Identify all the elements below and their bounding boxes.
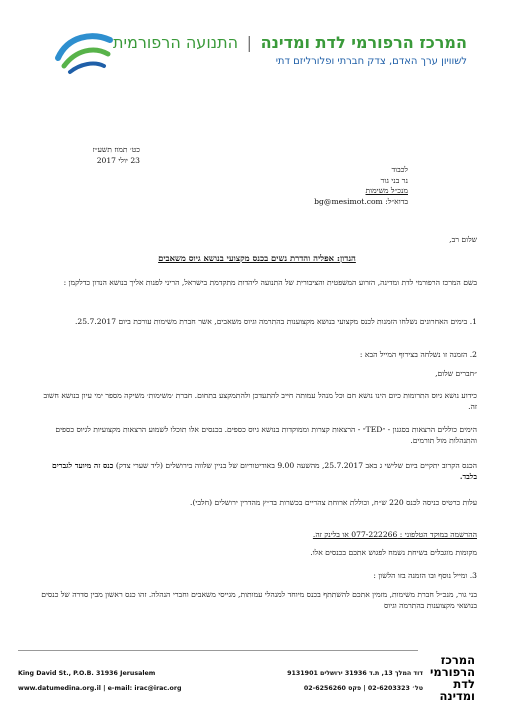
quote-paragraph-5: בני גור, מנכ״ל חברת משימות, מזמין אתכם להשתתף בכנס מיוחד למנהלי עמותות, מגייסי משאבים וחברי הנהלה. זהו כנס ראשון מבין סדרה של כנסים בנושאי מקצוענות בהתרמה וגיוס (41, 590, 477, 610)
quote-paragraph-2: הימים כוללים הרצאות בסגנון - ״TED״ - הרצאות קצרות וממוקדות בנושא גיוס כספים. בכנסים אלו תוכלו לשמוע הרצאות מקצועיות לגיוס כספים והתנהלות מול תורמים. (55, 425, 477, 445)
recipient-title: מנכ״ל משימות (365, 186, 408, 195)
footer-contacts-he: טל׳ 02-6203323 | פקס 02-6256260 (303, 685, 423, 692)
organization-logo (50, 28, 120, 78)
recipient-name: נר בני גור (380, 175, 408, 185)
recipient-email-line (38, 197, 408, 208)
item-3: 3. ומייל נוסף ובו הזמנה בזו הלשון : (373, 571, 477, 580)
brand-line: ומדינה (439, 689, 475, 703)
header-separator: | (246, 33, 253, 52)
org-tagline: לשוויון ערך האדם, צדק חברתי ופלורליזם דתי (275, 56, 467, 67)
footer-divider (18, 650, 418, 651)
quote-paragraph-1: כידוע נושא גיוס התרומות כיום הינו נושא חם וכל מנהל עמותה חייב להתעדכן ולהתמקצע בתחום. חברת ׳משימות׳ משיקה מספר ימי עיון בנושא חשוב זה. (43, 391, 477, 411)
footer-brand-logo (423, 654, 475, 702)
brand-line: לדת (453, 677, 475, 691)
quote-paragraph-4: עלות כרטיס כניסה לכנס 220 ש״ח, וכוללת ארוחת צהריים בכשרות בד״ץ מהדרין ירושלים (חלבי). (190, 498, 477, 507)
brand-line: המרכז (440, 653, 475, 667)
quote-opening: ״חברים שלום, (435, 369, 477, 378)
registration-line[interactable]: ההרשמה במוקד הטלפוני : 077-222266 או בלינק זה. (312, 530, 477, 539)
item-1: 1. בימים האחרונים נשלחו הזמנות לכנס מקצועי בנושא מקצוענות בהתרמה וגיוס משאבים, אשר חברת משימות עורכת ביום 25.7.2017. (74, 317, 477, 326)
movement-name: התנועה הרפורמית (112, 33, 239, 52)
letter-dates (80, 144, 140, 166)
footer-address-en: King David St., P.O.B. 31936 Jerusalem (18, 670, 156, 677)
gregorian-date: 23 יולי 2017 (96, 156, 140, 165)
email-label: בדוא״ל: (385, 196, 408, 206)
quote-paragraph-3 (37, 460, 477, 482)
greeting: שלום רב, (449, 235, 477, 244)
organization-header (113, 34, 467, 52)
seats-line: מקומות מוגבלים בשיחת נשמח לפגוש אתכם בכנסים אלו. (310, 548, 477, 557)
intro-paragraph: בשם המרכז הרפורמי לדת ומדינה, הזרוע המשפטית והציבורית של התנועה ליהדות מתקדמת בישראל, הריני לפנות אליך בנושא הנדון כדלקמן : (63, 278, 477, 287)
subject-line: הנדון: אפליה והדרת נשים בכנס מקצועי בנושא גיוס משאבים (158, 253, 356, 263)
item-2: 2. הזמנה זו נשלחה בצירוף המייל הבא : (359, 350, 477, 359)
org-name: המרכז הרפורמי לדת ומדינה (260, 33, 467, 52)
footer-contacts-en[interactable]: www.datumedina.org.il | e-mail: irac@irac.org (18, 685, 182, 692)
hebrew-date: כט׳ תמוז תשע״ז (92, 145, 140, 154)
men-only-notice: כנס זה מיועד לגברים בלבד. (52, 461, 477, 481)
recipient-to: לכבוד (391, 165, 408, 174)
event-details: הכנס הקרוב יתקיים ביום שלישי ג באב 25.7.2017, מהשעה 9.00 באודיטוריום של בניין שלווה בירושלים (ליד שערי צדק) (115, 461, 477, 470)
recipient-email[interactable]: bg@mesimot.com (314, 196, 383, 206)
brand-line: הרפורמי (430, 665, 475, 679)
recipient-block (38, 165, 408, 207)
footer-address-he: דוד המלך 13, ת.ד 31936 ירושלים 9131901 (287, 670, 423, 677)
